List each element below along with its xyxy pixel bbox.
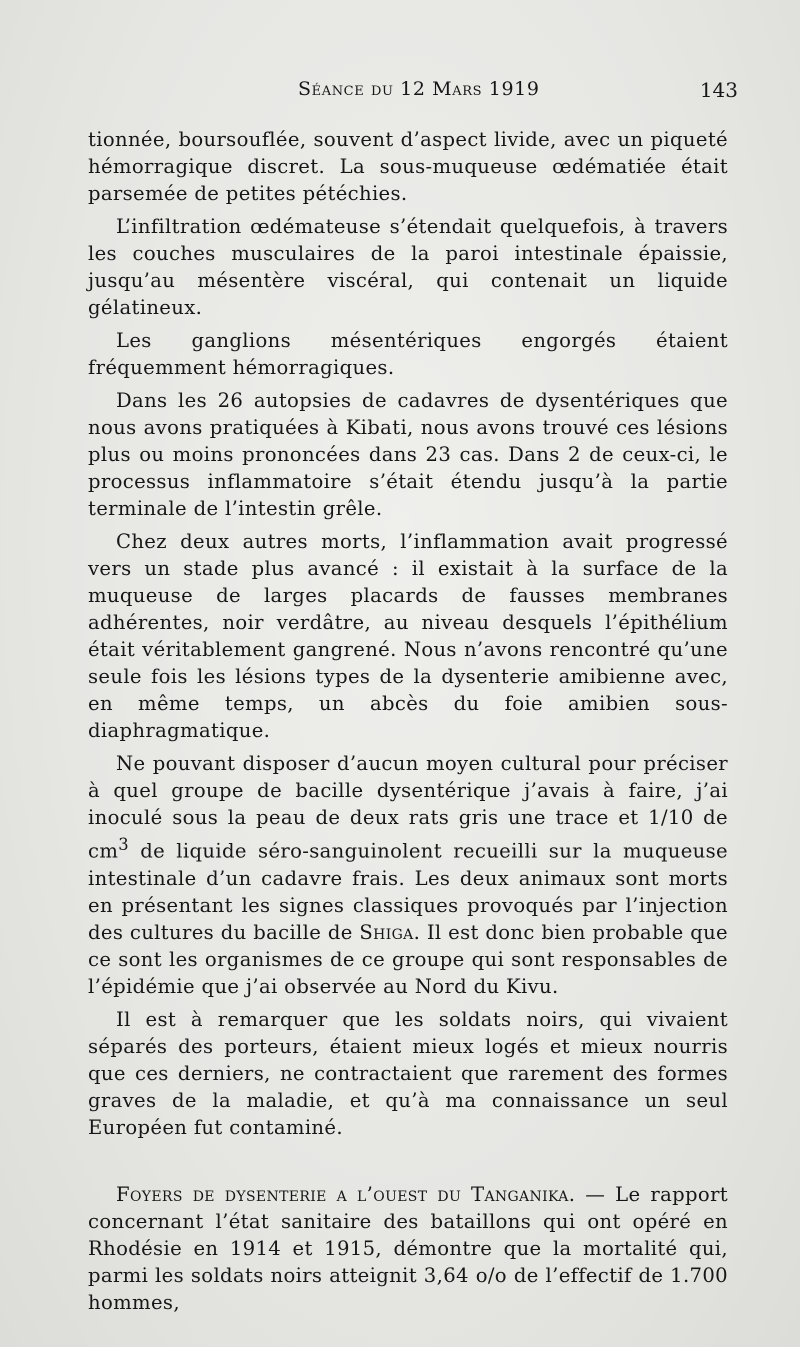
running-head-title: Séance du 12 Mars 1919 bbox=[298, 78, 540, 100]
paragraph-ganglions: Les ganglions mésentériques engorgés étaient fréquemment hémorragiques. bbox=[88, 329, 728, 379]
inoculation-text-a: Ne pouvant disposer d’aucun moyen cultural pour préciser à quel groupe de bacille dysentérique j’avais à faire, j’ai inoculé sous la peau de deux rats gris une trace et 1/10 de cm bbox=[88, 752, 728, 863]
inoculation-text-c: . Il est donc bien probable que ce sont les organismes de ce groupe qui sont responsables de l’épidémie que j’ai observée au Nord du Kivu. bbox=[88, 920, 728, 998]
shiga-name: Shiga bbox=[359, 920, 414, 944]
paragraph-autopsies: Dans les 26 autopsies de cadavres de dysentériques que nous avons pratiquées à Kibati, nous avons trouvé ces lésions plus ou moins prononcées dans 23 cas. Dans 2 de ceux-ci, le processus inflammatoire s’était étendu jusqu’à la partie terminale de l’intestin grêle. bbox=[88, 389, 728, 520]
inoculation-text-b: de liquide séro-sanguinolent recueilli sur la muqueuse intestinale d’un cadavre frais. Les deux animaux sont morts en présentant les signes classiques provoqués par l’injection des cultures du bacille de bbox=[88, 839, 728, 944]
running-head bbox=[88, 78, 738, 108]
page-number: 143 bbox=[699, 78, 738, 102]
paragraph-continuation: tionnée, boursouflée, souvent d’aspect livide, avec un piqueté hémorragique discret. La sous-muqueuse œdématiée était parsemée de petites pétéchies. bbox=[88, 128, 728, 205]
section-text: — Le rapport concernant l’état sanitaire des bataillons qui ont opéré en Rhodésie en 1914 et 1915, démontre que la mortalité qui, parmi les soldats noirs atteignit 3,64 o/o de l’effectif de 1.700 hommes, bbox=[88, 1182, 729, 1314]
paragraph-inflammation: Chez deux autres morts, l’inflammation avait progressé vers un stade plus avancé : il existait à la surface de la muqueuse de larges placards de fausses membranes adhérentes, noir verdâtre, au niveau desquels l’épithélium était véritablement gangrené. Nous n’avons rencontré qu’une seule fois les lésions types de la dysenterie amibienne avec, en même temps, un abcès du foie amibien sous-diaphragmatique. bbox=[88, 530, 728, 742]
paragraph-infiltration: L’infiltration œdémateuse s’étendait quelquefois, à travers les couches musculaires de la paroi intestinale épaissie, jusqu’au mésentère viscéral, qui contenait un liquide gélatineux. bbox=[88, 215, 728, 319]
cubic-superscript: 3 bbox=[118, 835, 130, 854]
section-heading: Foyers de dysenterie a l’ouest du Tanganika. bbox=[116, 1182, 576, 1206]
body-text bbox=[88, 126, 728, 1316]
paragraph-soldats: Il est à remarquer que les soldats noirs, qui vivaient séparés des porteurs, étaient mieux logés et mieux nourris que ces derniers, ne contractaient que rarement des formes graves de la maladie, et qu’à ma connaissance un seul Européen fut contaminé. bbox=[88, 1007, 728, 1139]
paragraph-inoculation bbox=[88, 750, 728, 1000]
section-paragraph bbox=[88, 1181, 728, 1316]
